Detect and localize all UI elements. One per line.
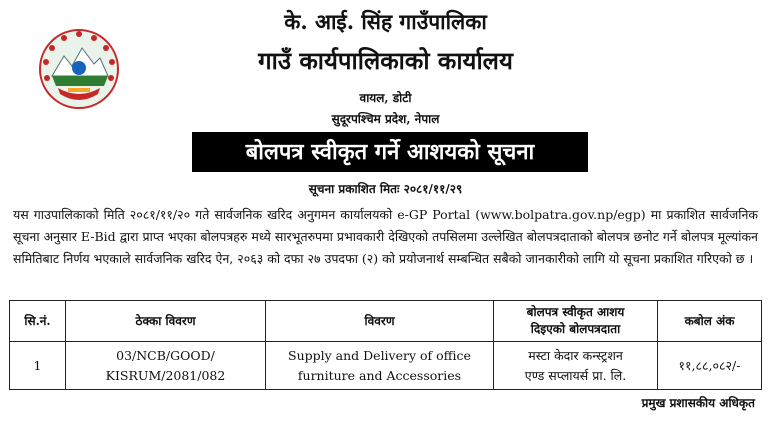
cell-description xyxy=(266,342,494,390)
table-row xyxy=(10,342,762,390)
signatory-title: प्रमुख प्रशासकीय अधिकृत xyxy=(641,396,755,410)
cell-bidder xyxy=(494,342,658,390)
municipality-name: के. आई. सिंह गाउँपालिका xyxy=(284,9,487,34)
col-bidder-line2: दिइएको बोलपत्रदाता xyxy=(530,322,621,336)
col-sn: सि.नं. xyxy=(10,301,66,342)
description-line1: Supply and Delivery of office xyxy=(288,347,471,363)
col-description: विवरण xyxy=(266,301,494,342)
contract-line1: 03/NCB/GOOD/ xyxy=(116,347,215,363)
bidder-line1: मस्टा केदार कन्स्ट्रशन xyxy=(528,347,623,363)
notice-body: यस गाउपालिकाको मिति २०८१/११/२० गते सार्वजनिक खरिद अनुगमन कार्यालयको e-GP Portal (www.bolpatra.gov.np/egp) मा प्रकाशित सार्वजनिक सूचना अनुसार E-Bid द्वारा प्राप्त भएका बोलपत्रहरु मध्ये सारभूतरुपमा प्रभावकारी देखिएको तपसिलमा उल्लेखित बोलपत्रदाताको बोलपत्र छनोट गर्ने बोलपत्र मूल्यांकन समितिबाट निर्णय भएकाले सार्वजनिक खरिद ऐन, २०६३ को दफा २७ उपदफा (२) को प्रयोजनार्थ सम्बन्धित सबैको जानकारीको लागि यो सूचना प्रकाशित गरिएको छ । xyxy=(13,207,758,266)
district-address: वायल, डोटी xyxy=(359,91,412,105)
col-bidder-line1: बोलपत्र स्वीकृत आशय xyxy=(526,305,625,319)
bid-table xyxy=(9,300,762,390)
published-date: सूचना प्रकाशित मितः २०८१/११/२९ xyxy=(308,182,463,196)
cell-sn: 1 xyxy=(10,342,66,390)
col-contract: ठेक्का विवरण xyxy=(66,301,266,342)
province-address: सुदूरपश्चिम प्रदेश, नेपाल xyxy=(331,112,440,126)
cell-amount: ११,८८,०८२/- xyxy=(658,342,762,390)
office-name: गाउँ कार्यपालिकाको कार्यालय xyxy=(258,46,513,75)
notice-title: बोलपत्र स्वीकृत गर्ने आशयको सूचना xyxy=(192,132,588,172)
cell-contract xyxy=(66,342,266,390)
col-amount: कबोल अंक xyxy=(658,301,762,342)
col-bidder xyxy=(494,301,658,342)
description-line2: furniture and Accessories xyxy=(297,367,462,383)
contract-line2: KISRUM/2081/082 xyxy=(105,367,226,383)
table-header-row xyxy=(10,301,762,342)
bidder-line2: एण्ड सप्लायर्स प्रा. लि. xyxy=(524,367,627,383)
